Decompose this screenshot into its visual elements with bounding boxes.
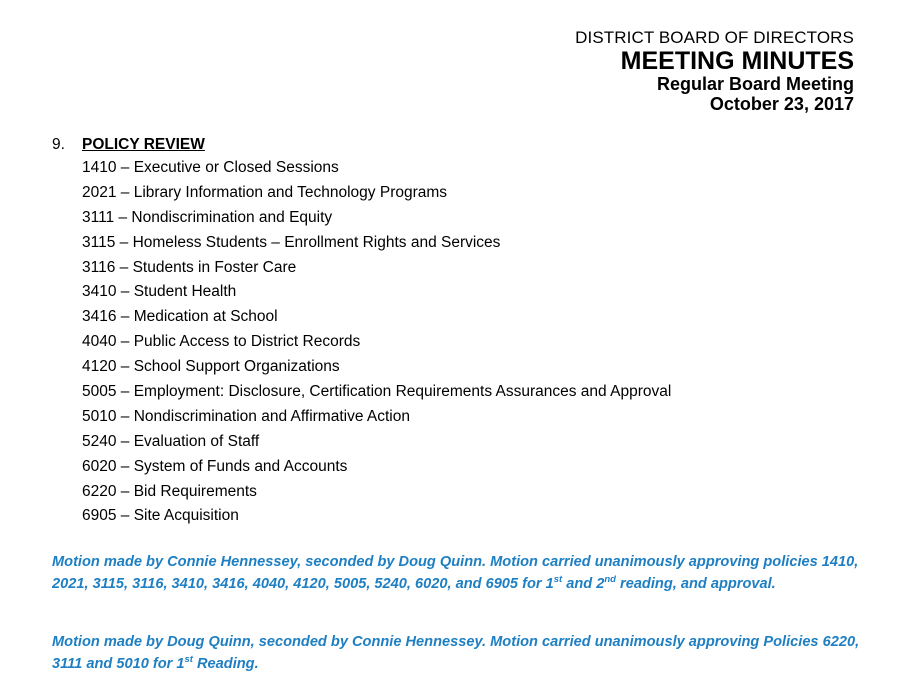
motion-1-part-3: reading, and approval. [615, 575, 776, 592]
policy-item: 3115 – Homeless Students – Enrollment Rights and Services [82, 233, 501, 251]
meeting-type: Regular Board Meeting [656, 73, 854, 94]
policy-item: 5005 – Employment: Disclosure, Certification Requirements Assurances and Approval [82, 383, 672, 401]
motion-1-ordinal-2: nd [604, 573, 616, 585]
policy-item: 6905 – Site Acquisition [82, 507, 239, 525]
policy-item: 3111 – Nondiscrimination and Equity [82, 208, 333, 226]
policy-item: 3410 – Student Health [82, 283, 237, 301]
motion-2-ordinal-1: st [184, 653, 193, 665]
organization-name: DISTRICT BOARD OF DIRECTORS [575, 28, 854, 47]
section-number: 9. [52, 136, 65, 153]
policy-item: 4040 – Public Access to District Records [82, 333, 361, 351]
motion-2-part-2: Reading. [192, 655, 259, 672]
section-heading [52, 134, 671, 156]
policy-item: 3116 – Students in Foster Care [82, 258, 297, 276]
policy-item: 3416 – Medication at School [82, 308, 278, 326]
policy-item: 1410 – Executive or Closed Sessions [82, 159, 339, 176]
policy-review-section [52, 134, 671, 529]
policy-list [52, 156, 671, 529]
motion-1-part-1: Motion made by Connie Hennessey, seconded by Doug Quinn. Motion carried unanimously approving policies 1410, 2021, 3115, 3116, 3410, 3416, 4040, 4120, 5005, 5240, 6020, and 6905 for 1 [52, 554, 859, 592]
motion-1-part-2: and 2 [562, 575, 605, 592]
policy-item: 6020 – System of Funds and Accounts [82, 457, 348, 475]
motion-1-ordinal-1: st [553, 573, 563, 585]
policy-item: 2021 – Library Information and Technology Programs [82, 183, 448, 201]
policy-item: 6220 – Bid Requirements [82, 482, 257, 500]
meeting-date: October 23, 2017 [709, 94, 854, 115]
motion-2-text [52, 632, 872, 675]
motion-2-part-1: Motion made by Doug Quinn, seconded by Connie Hennessey. Motion carried unanimously approving Policies 6220, 3111 and 5010 for 1 [52, 634, 860, 672]
section-title: POLICY REVIEW [82, 136, 205, 153]
policy-item: 5240 – Evaluation of Staff [82, 432, 260, 450]
document-title: MEETING MINUTES [620, 46, 854, 75]
document-header [575, 28, 854, 115]
motion-1-text [52, 552, 872, 595]
policy-item: 4120 – School Support Organizations [82, 358, 340, 376]
policy-item: 5010 – Nondiscrimination and Affirmative Action [82, 407, 410, 425]
